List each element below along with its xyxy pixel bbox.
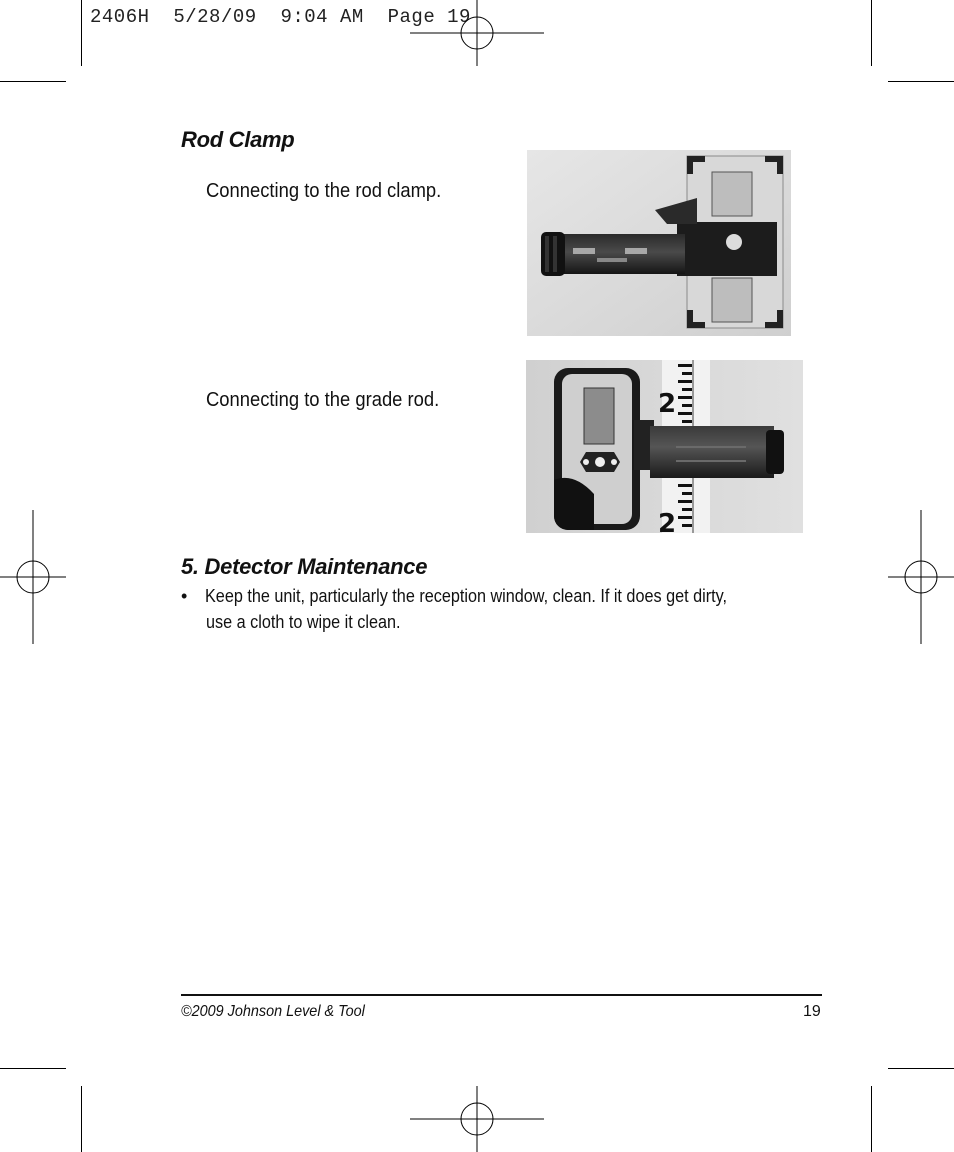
registration-mark-left — [0, 510, 66, 644]
crop-mark-top-left-horizontal — [0, 81, 66, 82]
crop-mark-bottom-right-horizontal — [888, 1068, 954, 1069]
page-number: 19 — [803, 1003, 821, 1020]
maintenance-heading: 5. Detector Maintenance — [181, 554, 428, 579]
slug-time: 9:04 AM — [280, 6, 364, 28]
crop-mark-bottom-left-vertical — [81, 1086, 82, 1152]
rod-clamp-photo — [527, 150, 791, 336]
registration-mark-top — [410, 0, 544, 66]
slug-date: 5/28/09 — [173, 6, 257, 28]
footer-rule — [181, 994, 822, 996]
bullet-marker: • — [181, 586, 188, 606]
caption-grade-rod: Connecting to the grade rod. — [206, 389, 440, 411]
crop-mark-bottom-right-vertical — [871, 1086, 872, 1152]
slug-page-label: Page 19 — [387, 6, 471, 28]
crop-mark-bottom-left-horizontal — [0, 1068, 66, 1069]
footer-copyright: ©2009 Johnson Level & Tool — [181, 1003, 365, 1020]
crop-mark-top-right-horizontal — [888, 81, 954, 82]
svg-text:2: 2 — [658, 389, 677, 419]
registration-mark-right — [888, 510, 954, 644]
svg-text:2: 2 — [658, 509, 677, 533]
slug-file-id: 2406H — [90, 6, 150, 28]
grade-rod-photo — [526, 360, 803, 533]
caption-rod-clamp: Connecting to the rod clamp. — [206, 180, 442, 202]
registration-mark-bottom — [410, 1086, 544, 1152]
bullet-line-2: use a cloth to wipe it clean. — [206, 612, 401, 632]
bullet-line-1: Keep the unit, particularly the reception window, clean. If it does get dirty, — [205, 586, 727, 606]
crop-mark-top-left-vertical — [81, 0, 82, 66]
crop-mark-top-right-vertical — [871, 0, 872, 66]
rod-clamp-heading: Rod Clamp — [181, 127, 295, 152]
